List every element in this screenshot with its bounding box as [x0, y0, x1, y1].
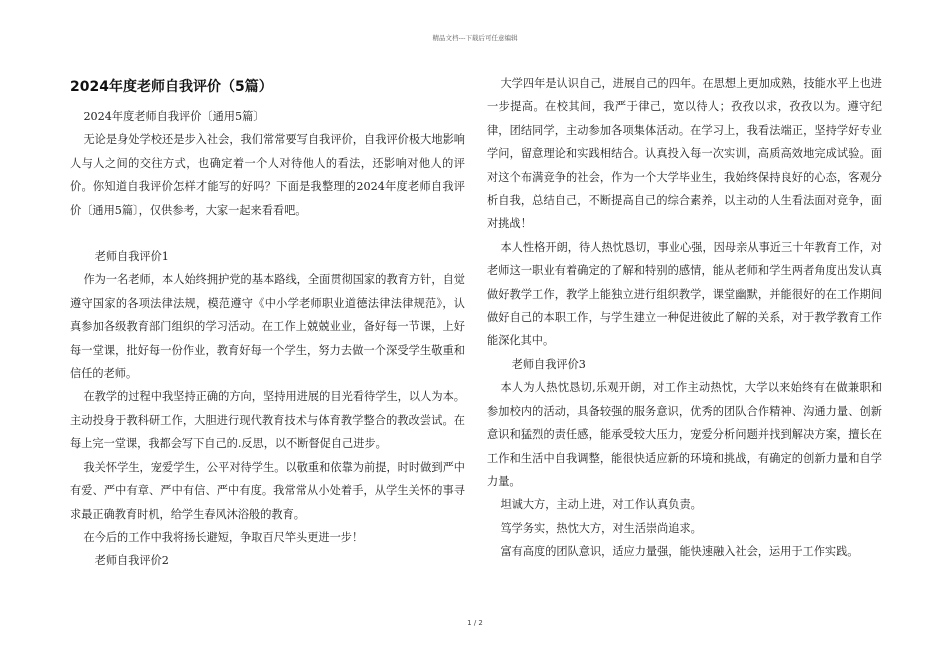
section-heading-3: 老师自我评价3	[511, 357, 586, 371]
body-paragraph: 坦诚大方，主动上进，对工作认真负责。	[500, 498, 702, 512]
body-paragraph: 在教学的过程中我坚持正确的方向，坚持用进展的目光看待学生，以人为本。主动投身于教科研工作，大胆进行现代教育技术与体育教学整合的教改尝试。在每上完一堂课，我都会写下自己的.反思，以不断督促自己进步。	[70, 390, 465, 451]
section-heading-1: 老师自我评价1	[94, 250, 169, 264]
intro-paragraph: 无论是身处学校还是步入社会，我们常常要写自我评价，自我评价极大地影响人与人之间的交往方式，也确定着一个人对待他人的看法，还影响对他人的评价。你知道自我评价怎样才能写的好吗？下面是我整理的2024年度老师自我评价〔通用5篇〕，仅供参考，大家一起来看看吧。	[70, 133, 465, 217]
section-heading-2: 老师自我评价2	[94, 554, 169, 568]
document-title: 2024年度老师自我评价（5篇）	[70, 79, 273, 95]
body-paragraph: 本人性格开朗，待人热忱恳切，事业心强，因母亲从事近三十年教育工作，对老师这一职业有着确定的了解和特别的感情，能从老师和学生两者角度出发认真做好教学工作，教学上能独立进行组织教学，课堂幽默，并能很好的在工作期间做好自己的本职工作，与学生建立一种促进彼此了解的关系，对于教学教育工作能深化其中。	[487, 240, 882, 348]
body-paragraph: 大学四年是认识自己，进展自己的四年。在思想上更加成熟，技能水平上也进一步提高。在校其间，我严于律己，宽以待人；孜孜以求，孜孜以为。遵守纪律，团结同学，主动参加各项集体活动。在学习上，我看法端正，坚持学好专业学问，留意理论和实践相结合。认真投入每一次实训，高质高效地完成试验。面对这个布满竞争的社会，作为一个大学毕业生，我始终保持良好的心态，客观分析自我，总结自己，不断提高自己的综合素养，以主动的人生看法面对竞争，面对挑战！	[487, 77, 882, 231]
body-paragraph: 作为一名老师，本人始终拥护党的基本路线，全面贯彻国家的教育方针，自觉遵守国家的各项法律法规，模范遵守《中小学老师职业道德法律法律规范》，认真参加各级教育部门组织的学习活动。在工作上兢兢业业，备好每一节课，上好每一堂课，批好每一份作业，教育好每一个学生，努力去做一个深受学生敬重和信任的老师。	[70, 273, 465, 381]
right-column	[487, 72, 882, 564]
page-number: 1 / 2	[467, 619, 483, 627]
body-paragraph: 富有高度的团队意识，适应力量强，能快速融入社会，运用于工作实践。	[500, 545, 859, 559]
subtitle: 2024年度老师自我评价〔通用5篇〕	[83, 110, 265, 123]
page-header: 精品文档---下载后可任意编辑	[432, 34, 518, 42]
body-paragraph: 我关怀学生，宠爱学生，公平对待学生。以敬重和依靠为前提，时时做到严中有爱、严中有章、严中有信、严中有度。我常常从小处着手，从学生关怀的事寻求最正确教育时机，给学生春风沐浴般的教育。	[70, 460, 465, 521]
left-column	[70, 72, 465, 573]
body-paragraph: 笃学务实，热忱大方，对生活崇尚追求。	[500, 521, 702, 535]
body-paragraph: 在今后的工作中我将扬长避短，争取百尺竿头更进一步！	[83, 530, 364, 544]
body-paragraph: 本人为人热忱恳切,乐观开朗，对工作主动热忱，大学以来始终有在做兼职和参加校内的活动，具备较强的服务意识，优秀的团队合作精神、沟通力量、创新意识和猛烈的责任感，能承受较大压力，宠爱分析问题并找到解决方案，擅长在工作和生活中自我调整，能很快适应新的环境和挑战，有确定的创新力量和自学力量。	[487, 381, 882, 488]
